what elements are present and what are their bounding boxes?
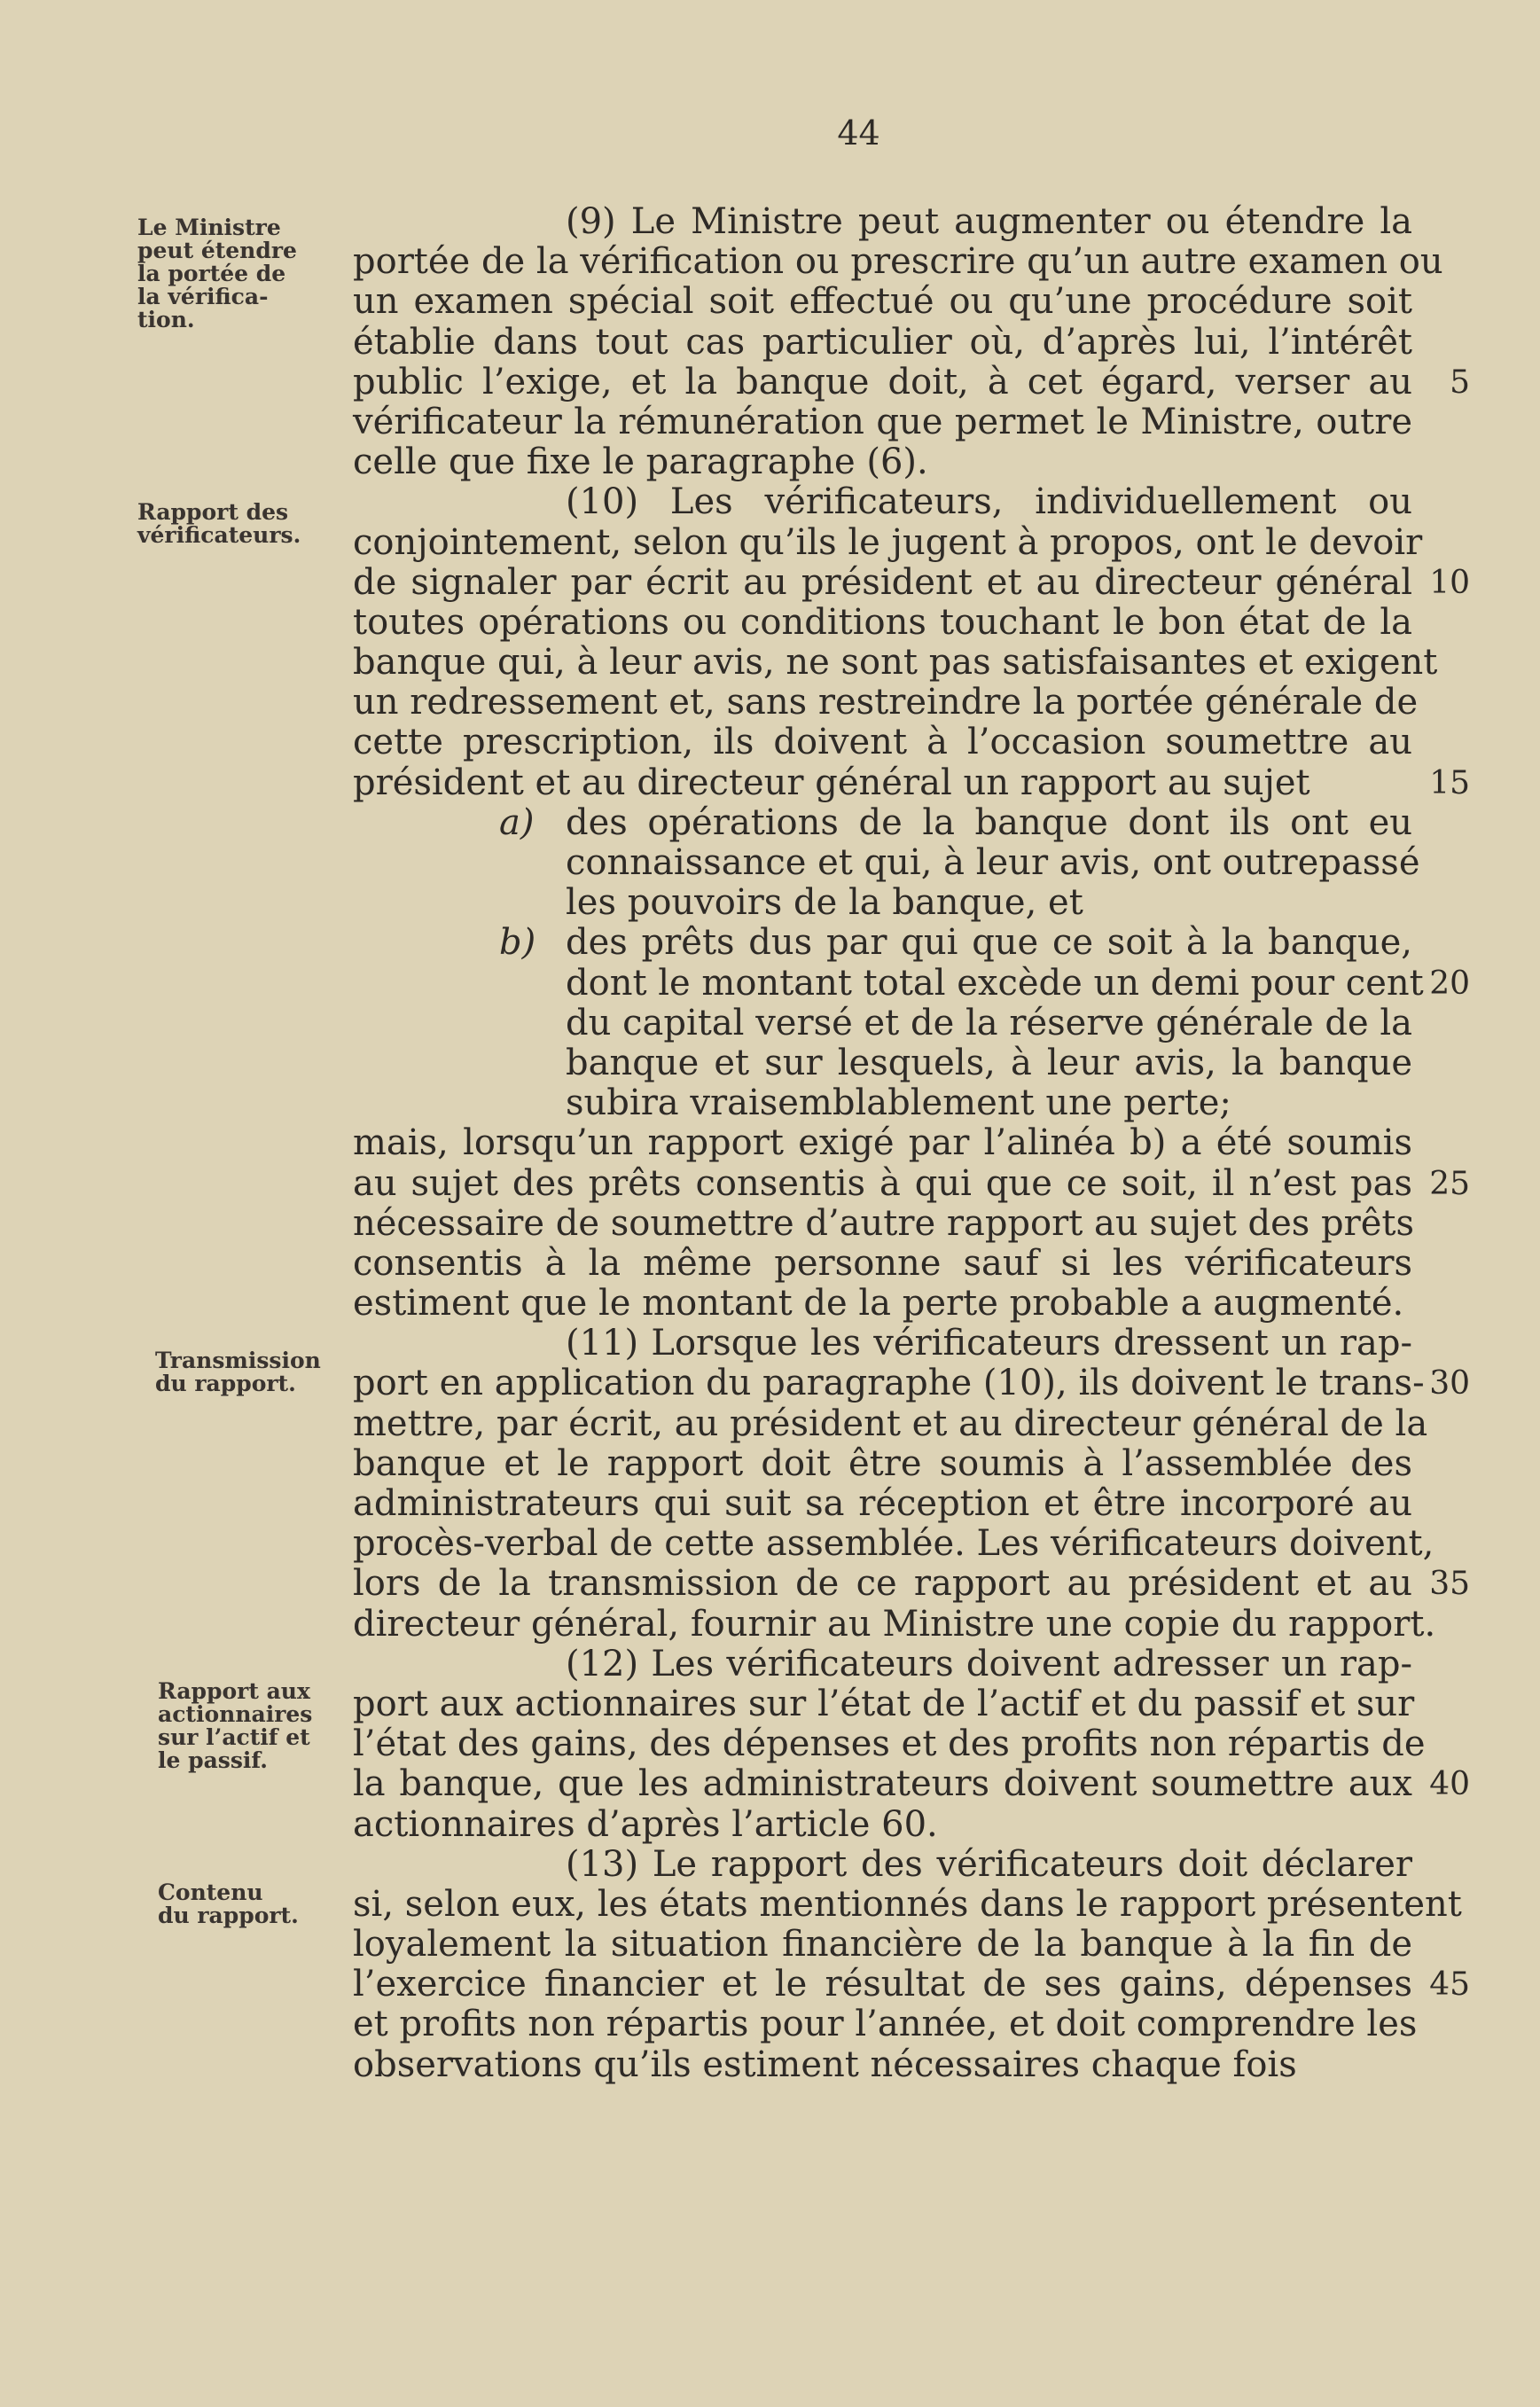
text-line: [353, 923, 1412, 963]
text-line-content: administrateurs qui suit sa réception et être incorporé au: [353, 1483, 1412, 1524]
text-line-content: actionnaires d’après l’article 60.: [353, 1803, 938, 1845]
text-line-content: du capital versé et de la réserve générale de la: [566, 1002, 1412, 1043]
text-line-content: (13) Le rapport des vérificateurs doit déclarer: [566, 1843, 1412, 1885]
margin-note-line: du rapport.: [158, 1903, 299, 1928]
text-line: [353, 1004, 1412, 1043]
line-number: 10: [1429, 564, 1470, 601]
text-line: [353, 1123, 1412, 1163]
text-line-content: vérificateur la rémunération que permet le Ministre, outre: [353, 401, 1412, 442]
line-number: 15: [1429, 764, 1470, 801]
text-line: [353, 1925, 1412, 1965]
text-line: [353, 762, 1470, 803]
text-line-content: subira vraisemblablement une perte;: [566, 1082, 1231, 1124]
margin-note-line: du rapport.: [155, 1371, 296, 1396]
text-line-content: (10) Les vérificateurs, individuellement ou: [566, 481, 1412, 523]
text-line: [353, 1563, 1470, 1605]
margin-note-line: Rapport des: [137, 499, 289, 525]
margin-note-line: Transmission: [155, 1348, 321, 1373]
text-line-content: public l’exige, et la banque doit, à cet égard, verser au: [353, 361, 1412, 402]
margin-note-line: la portée de: [137, 261, 286, 286]
text-line: [353, 361, 1470, 402]
text-line: [353, 2045, 1412, 2085]
text-line-content: (9) Le Ministre peut augmenter ou étendre la: [566, 201, 1412, 242]
line-number: 20: [1429, 965, 1470, 1002]
margin-note-line: Contenu: [158, 1879, 263, 1905]
text-line-content: de signaler par écrit au président et au directeur général: [353, 561, 1412, 603]
text-line: [353, 2004, 1418, 2045]
text-line-content: toutes opérations ou conditions touchant le bon état de la: [353, 601, 1412, 643]
text-line: [353, 521, 1423, 563]
margin-note-contenu: [158, 1881, 353, 1927]
text-line-content: lors de la transmission de ce rapport au président et au: [353, 1563, 1412, 1605]
text-line: [353, 883, 1412, 923]
text-line: [353, 842, 1420, 883]
item-label: a): [499, 801, 535, 843]
text-line-content: directeur général, fournir au Ministre une copie du rapport.: [353, 1603, 1436, 1645]
margin-note-line: le passif.: [158, 1747, 268, 1773]
line-number: 45: [1429, 1966, 1470, 2004]
text-line: [353, 1162, 1470, 1204]
item-label: b): [499, 922, 536, 964]
text-line-content: estiment que le montant de la perte probable a augmenté.: [353, 1283, 1404, 1325]
text-line-content: banque et le rapport doit être soumis à l’assemblée des: [353, 1442, 1412, 1484]
line-number: 25: [1429, 1165, 1470, 1202]
text-line: [353, 1083, 1412, 1123]
text-line-content: des opérations de la banque dont ils ont eu: [566, 801, 1412, 843]
margin-note-line: Le Ministre: [137, 215, 281, 240]
margin-note-rapport-actionnaires: [158, 1680, 353, 1772]
text-line: [353, 1603, 1436, 1645]
text-line: [353, 1845, 1412, 1885]
text-line-content: établie dans tout cas particulier où, d’après lui, l’intérêt: [353, 321, 1412, 363]
margin-note-line: tion.: [137, 307, 195, 332]
text-line-content: port en application du paragraphe (10), ils doivent le trans-: [353, 1363, 1425, 1404]
text-line-content: un redressement et, sans restreindre la portée générale de: [353, 682, 1419, 723]
text-line-content: président et au directeur général un rapport au sujet: [353, 762, 1310, 803]
text-line-content: les pouvoirs de la banque, et: [566, 882, 1083, 924]
margin-note-line: Rapport aux: [158, 1678, 310, 1704]
text-line: [353, 682, 1419, 723]
text-line: [353, 561, 1470, 603]
text-line-content: celle que fixe le paragraphe (6).: [353, 442, 928, 483]
margin-note-line: vérificateurs.: [137, 522, 301, 548]
text-line: [353, 1523, 1434, 1565]
text-line-content: connaissance et qui, à leur avis, ont outrepassé: [566, 842, 1420, 883]
text-line-content: (12) Les vérificateurs doivent adresser un rap-: [566, 1643, 1412, 1684]
text-line: [353, 1723, 1426, 1765]
text-line: [353, 1363, 1470, 1404]
text-line-content: l’exercice financier et le résultat de ses gains, dépenses: [353, 1964, 1412, 2005]
text-line-content: mais, lorsqu’un rapport exigé par l’alinéa b) a été soumis: [353, 1122, 1412, 1164]
text-line: [353, 1805, 1412, 1845]
body-text: [353, 201, 1470, 2085]
line-number: 40: [1429, 1766, 1470, 1803]
text-line-content: la banque, que les administrateurs doivent soumettre aux: [353, 1763, 1412, 1805]
line-number: 30: [1429, 1365, 1470, 1403]
margin-note-line: la vérifica-: [137, 284, 269, 309]
text-line: [353, 1683, 1415, 1724]
text-line: [353, 282, 1412, 322]
text-line-content: et profits non répartis pour l’année, et doit comprendre les: [353, 2004, 1418, 2045]
text-line: [353, 323, 1412, 363]
text-line: [353, 202, 1412, 242]
line-number: 35: [1429, 1566, 1470, 1603]
text-line: [353, 1244, 1412, 1284]
text-line-content: si, selon eux, les états mentionnés dans le rapport présentent: [353, 1883, 1462, 1925]
text-line-content: mettre, par écrit, au président et au directeur général de la: [353, 1403, 1428, 1444]
margin-note-line: peut étendre: [137, 238, 297, 263]
text-line-content: un examen spécial soit effectué ou qu’une procédure soit: [353, 281, 1412, 323]
text-line-content: portée de la vérification ou prescrire qu’un autre examen ou: [353, 241, 1443, 283]
text-line-content: conjointement, selon qu’ils le jugent à propos, ont le devoir: [353, 521, 1423, 563]
text-line: [353, 1484, 1412, 1524]
page-number: 44: [837, 113, 880, 152]
text-line: [353, 241, 1443, 283]
text-line-content: l’état des gains, des dépenses et des profits non répartis de: [353, 1723, 1426, 1765]
text-line: [353, 723, 1412, 762]
text-line: [353, 1324, 1412, 1364]
text-line-content: (11) Lorsque les vérificateurs dressent un rap-: [566, 1323, 1412, 1364]
text-line-content: port aux actionnaires sur l’état de l’actif et du passif et sur: [353, 1683, 1415, 1724]
margin-note-transmission: [155, 1349, 350, 1395]
text-line-content: au sujet des prêts consentis à qui que ce soit, il n’est pas: [353, 1162, 1412, 1204]
margin-note-line: sur l’actif et: [158, 1724, 310, 1750]
text-line: [353, 1403, 1428, 1444]
text-line: [353, 1964, 1470, 2005]
text-line-content: nécessaire de soumettre d’autre rapport au sujet des prêts: [353, 1202, 1415, 1244]
text-line-content: cette prescription, ils doivent à l’occasion soumettre au: [353, 722, 1412, 763]
text-line-content: banque qui, à leur avis, ne sont pas satisfaisantes et exigent: [353, 642, 1438, 684]
text-line-content: procès-verbal de cette assemblée. Les vérificateurs doivent,: [353, 1523, 1434, 1565]
text-line-content: consentis à la même personne sauf si les vérificateurs: [353, 1242, 1412, 1284]
text-line-content: des prêts dus par qui que ce soit à la banque,: [566, 922, 1412, 964]
margin-note-ministre: [137, 216, 332, 332]
text-line-content: loyalement la situation financière de la banque à la fin de: [353, 1924, 1412, 1965]
text-line: [353, 642, 1438, 684]
text-line: [353, 402, 1412, 442]
text-line-content: observations qu’ils estiment nécessaires chaque fois: [353, 2044, 1297, 2085]
text-line: [353, 1202, 1415, 1244]
text-line: [353, 803, 1412, 843]
text-line-content: dont le montant total excède un demi pour cent: [566, 962, 1424, 1004]
text-line: [353, 482, 1412, 522]
text-line: [353, 962, 1470, 1004]
text-line: [353, 1883, 1462, 1925]
text-line: [353, 1763, 1470, 1805]
margin-note-rapport-verificateurs: [137, 501, 332, 547]
margin-note-line: actionnaires: [158, 1701, 313, 1727]
text-line: [353, 1043, 1412, 1083]
text-line-content: banque et sur lesquels, à leur avis, la banque: [566, 1042, 1412, 1083]
line-number: 5: [1450, 363, 1470, 401]
text-line: [353, 442, 1412, 482]
text-line: [353, 1444, 1412, 1484]
text-line: [353, 1645, 1412, 1684]
text-line: [353, 1284, 1412, 1324]
text-line: [353, 603, 1412, 643]
